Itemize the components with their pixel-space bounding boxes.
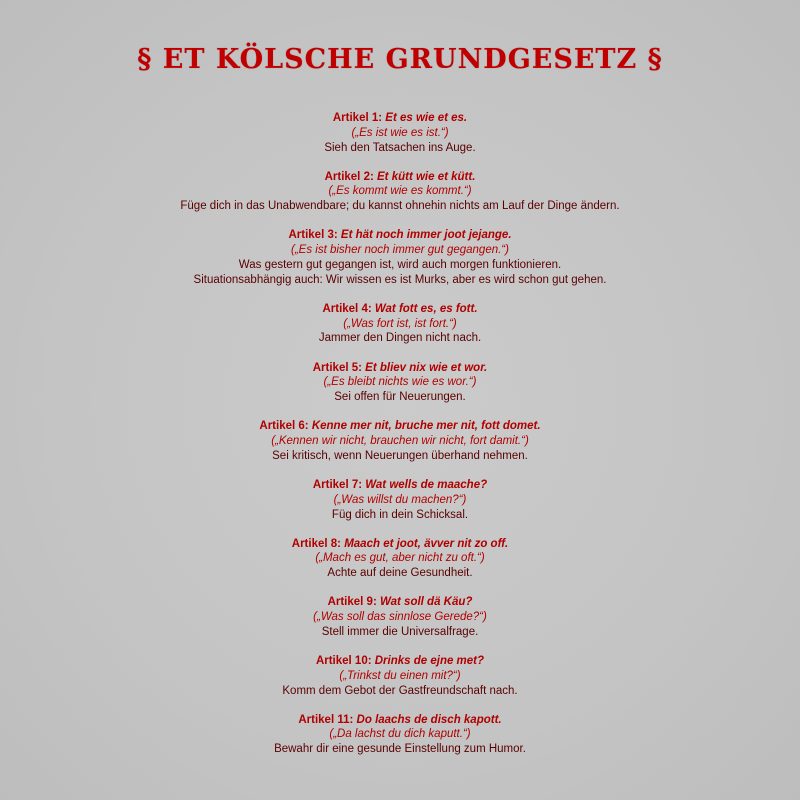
article-11: [0, 713, 800, 772]
article-heading: [0, 595, 800, 610]
article-description: Was gestern gut gegangen ist, wird auch morgen funktionieren.: [238, 258, 562, 271]
article-9: [0, 595, 800, 654]
article-translation: („Kennen wir nicht, brauchen wir nicht, fort damit.“): [271, 435, 529, 448]
article-motto: Wat fott es, es fott.: [374, 302, 478, 315]
article-description: Füg dich in dein Schicksal.: [331, 508, 469, 521]
article-label: Artikel 3:: [288, 229, 338, 242]
article-translation: („Mach es gut, aber nicht zu oft.“): [315, 552, 485, 565]
article-heading: [0, 537, 800, 552]
article-label: Artikel 9:: [327, 596, 377, 609]
article-description: Komm dem Gebot der Gastfreundschaft nach.: [282, 684, 518, 697]
article-motto: Et kütt wie et kütt.: [377, 170, 476, 183]
article-label: Artikel 2:: [324, 170, 374, 183]
article-label: Artikel 5:: [312, 361, 362, 374]
article-7: [0, 478, 800, 537]
article-list: [0, 111, 800, 771]
article-3: [0, 228, 800, 302]
article-motto: Et hät noch immer joot jejange.: [340, 229, 512, 242]
article-translation: („Was fort ist, ist fort.“): [343, 317, 457, 330]
article-motto: Kenne mer nit, bruche mer nit, fott domet.: [311, 420, 541, 433]
article-motto: Et bliev nix wie et wor.: [365, 361, 488, 374]
article-description: Jammer den Dingen nicht nach.: [318, 332, 482, 345]
article-4: [0, 302, 800, 361]
article-description: Situationsabhängig auch: Wir wissen es ist Murks, aber es wird schon gut gehen.: [193, 273, 607, 286]
article-translation: („Da lachst du dich kaputt.“): [329, 728, 471, 741]
article-heading: [0, 654, 800, 669]
article-translation: („Es kommt wie es kommt.“): [328, 185, 472, 198]
article-motto: Wat wells de maache?: [365, 478, 488, 491]
article-heading: [0, 419, 800, 434]
article-heading: [0, 478, 800, 493]
page-title: § ET KÖLSCHE GRUNDGESETZ §: [137, 44, 663, 75]
article-description: Sieh den Tatsachen ins Auge.: [324, 141, 476, 154]
article-label: Artikel 7:: [312, 478, 363, 491]
article-description: Achte auf deine Gesundheit.: [327, 567, 473, 580]
article-label: Artikel 8:: [291, 537, 341, 550]
article-label: Artikel 6:: [259, 420, 309, 433]
article-heading: [0, 170, 800, 185]
article-1: [0, 111, 800, 170]
article-label: Artikel 4:: [322, 302, 372, 315]
article-description: Sei offen für Neuerungen.: [334, 391, 466, 404]
article-heading: [0, 361, 800, 376]
article-heading: [0, 713, 800, 728]
article-motto: Do laachs de disch kapott.: [356, 713, 502, 726]
article-translation: („Was soll das sinnlose Gerede?“): [313, 611, 487, 624]
article-label: Artikel 1:: [332, 112, 383, 124]
article-translation: („Es bleibt nichts wie es wor.“): [323, 376, 477, 389]
article-description: Sei kritisch, wenn Neuerungen überhand nehmen.: [272, 449, 528, 462]
article-label: Artikel 11:: [298, 713, 354, 726]
article-motto: Wat soll dä Käu?: [379, 596, 473, 609]
article-2: [0, 170, 800, 229]
article-heading: [0, 111, 800, 126]
article-6: [0, 419, 800, 478]
article-description: Bewahr dir eine gesunde Einstellung zum Humor.: [274, 743, 526, 756]
article-description: Stell immer die Universalfrage.: [321, 625, 479, 638]
article-motto: Et es wie et es.: [385, 112, 468, 124]
article-heading: [0, 302, 800, 317]
article-translation: („Es ist bisher noch immer gut gegangen.“): [291, 244, 509, 257]
article-translation: („Trinkst du einen mit?“): [339, 669, 461, 682]
article-motto: Maach et joot, ävver nit zo off.: [344, 537, 509, 550]
article-10: [0, 654, 800, 713]
article-heading: [0, 228, 800, 243]
article-5: [0, 361, 800, 420]
article-motto: Drinks de ejne met?: [374, 655, 485, 667]
article-8: [0, 537, 800, 596]
article-label: Artikel 10:: [315, 655, 372, 667]
article-translation: („Es ist wie es ist.“): [351, 126, 449, 139]
article-description: Füge dich in das Unabwendbare; du kannst ohnehin nichts am Lauf der Dinge ändern.: [180, 200, 620, 213]
article-translation: („Was willst du machen?“): [333, 493, 467, 506]
